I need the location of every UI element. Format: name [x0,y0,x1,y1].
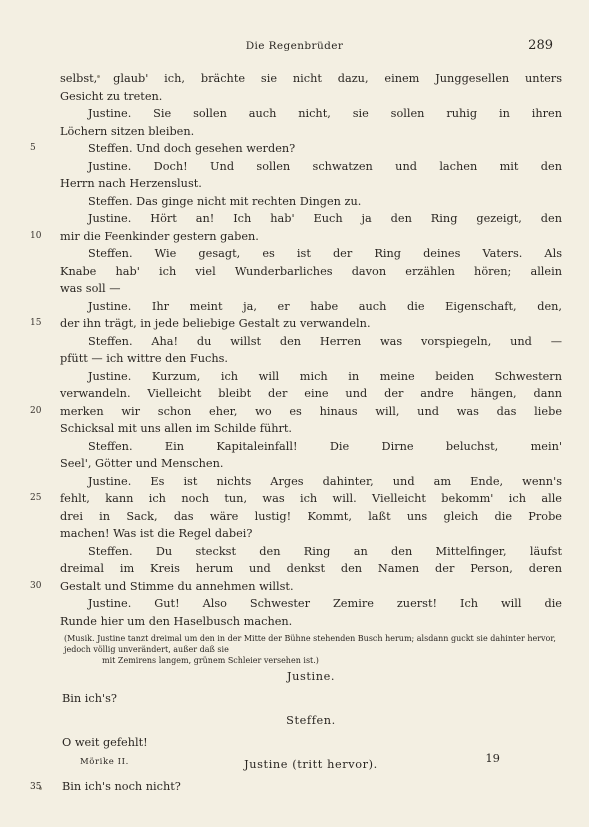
stage-direction [60,633,562,666]
text-line [60,368,562,386]
text-line [30,315,562,333]
line-text: mir die Feenkinder gestern gaben. [60,229,259,243]
text-line [30,140,562,158]
line-text: Löchern sitzen bleiben. [60,124,195,138]
running-title: Die Regenbrüder [245,40,344,52]
text-line [60,88,562,106]
text-line [60,245,562,263]
dialog-line: O weit gefehlt! [62,736,148,749]
text-line [60,123,562,141]
line-number: 5 [30,143,36,153]
text-line [60,350,562,368]
line-text: Gesicht zu treten. [60,89,163,103]
text-line [60,105,562,123]
line-text: merken wir schon eher, wo es hinaus will, und was das liebe [60,404,562,418]
text-line [60,613,562,631]
line-text: verwandeln. Vielleicht bleibt der eine und der andre hängen, dann [60,387,562,400]
signature-mark: Mörike II. [80,757,129,767]
text-lines [30,70,562,630]
running-header [0,40,589,56]
line-text: Schicksal mit uns allen im Schilde führt. [60,422,293,435]
text-line [60,560,562,578]
line-text: dreimal im Kreis herum und denkst den Namen der Person, deren [60,562,562,575]
text-line [60,280,562,298]
line-number: 15 [30,318,42,328]
line-text: Herrn nach Herzenslust. [60,177,202,190]
text-line [60,595,562,613]
line-number: 20 [30,405,42,416]
text-line [60,193,562,211]
text-line [60,175,562,193]
line-number: 30 [30,580,42,591]
speaker-heading: Justine (tritt hervor). [244,758,378,771]
text-line [60,438,562,456]
text-line [60,420,562,438]
text-line [60,263,562,281]
text-line [60,508,562,526]
line-text: Justine. Gut! Also Schwester Zemire zuerst! Ich will die [88,597,562,610]
text-line [30,578,562,596]
line-text: Steffen. Du steckst den Ring an den Mittelfinger, läufst [88,544,562,558]
text-line [60,298,562,316]
page-footer [60,751,500,771]
text-line [60,525,562,543]
line-text: Gestalt und Stimme du annehmen willst. [60,579,294,593]
text-line [30,228,562,246]
signature-number: 19 [485,751,500,765]
line-text: Knabe hab' ich viel Wunderbarliches davon erzählen hören; allein [60,264,562,278]
line-text: Justine. Sie sollen auch nicht, sie sollen ruhig in ihren [88,107,562,120]
stage-direction-line-1: (Musik. Justine tanzt dreimal um den in der Mitte der Bühne stehenden Busch herum; alsdann guckt sie dahinter hervor, jedoch völlig unverändert, außer daß sie [64,634,556,654]
line-text: Steffen. Das ginge nicht mit rechten Dingen zu. [88,194,362,208]
line-number: 10 [30,230,42,241]
line-text: Steffen. Ein Kapitaleinfall! Die Dirne beluchst, mein' [88,439,562,453]
line-text: Justine. Hört an! Ich hab' Euch ja den Ring gezeigt, den [88,212,562,225]
line-text: Steffen. Und doch gesehen werden? [88,142,296,155]
dialog-line [30,776,562,798]
text-line [60,455,562,473]
page-number: 289 [528,38,553,53]
line-text: Steffen. Aha! du willst den Herren was vorspiegeln, und — [88,334,562,348]
line-text: der ihn trägt, in jede beliebige Gestalt zu verwandeln. [60,317,371,330]
line-text: Runde hier um den Haselbusch machen. [60,614,293,628]
line-text: machen! Was ist die Regel dabei? [60,527,253,540]
dialog-text: Bin ich's noch nicht? [62,780,181,793]
text-line [30,490,562,508]
line-text: Seel', Götter und Menschen. [60,457,224,470]
text-line [60,473,562,491]
line-text: Steffen. Wie gesagt, es ist der Ring deines Vaters. Als [88,247,562,260]
line-text: was soll — [60,282,121,295]
dialog-line: Bin ich's? [62,692,117,705]
text-line [60,543,562,561]
line-text: selbst, glaub' ich, brächte sie nicht dazu, einem Junggesellen unters [60,72,562,85]
line-text: fehlt, kann ich noch tun, was ich will. Vielleicht bekomm' ich alle [60,492,562,505]
line-text: Justine. Doch! Und sollen schwatzen und lachen mit den [88,159,562,173]
line-text: Justine. Es ist nichts Arges dahinter, und am Ende, wenn's [88,474,562,488]
text-body [30,70,562,798]
line-text: drei in Sack, das wäre lustig! Kommt, laßt uns gleich die Probe [60,509,562,523]
speaker-heading: Steffen. [286,714,336,727]
line-text: Justine. Kurzum, ich will mich in meine beiden Schwestern [88,369,562,383]
line-number: 25 [30,493,42,503]
speaker-heading: Justine. [286,670,336,683]
text-line [60,70,562,88]
text-line [60,210,562,228]
line-text: Justine. Ihr meint ja, er habe auch die Eigenschaft, den, [88,299,562,313]
text-line [30,403,562,421]
text-line [60,385,562,403]
line-number: 35 [30,782,42,792]
stage-direction-line-2: mit Zemirens langem, grünem Schleier versehen ist.) [102,656,319,665]
line-text: pfütt — ich wittre den Fuchs. [60,352,228,365]
text-line [60,333,562,351]
text-line [60,158,562,176]
